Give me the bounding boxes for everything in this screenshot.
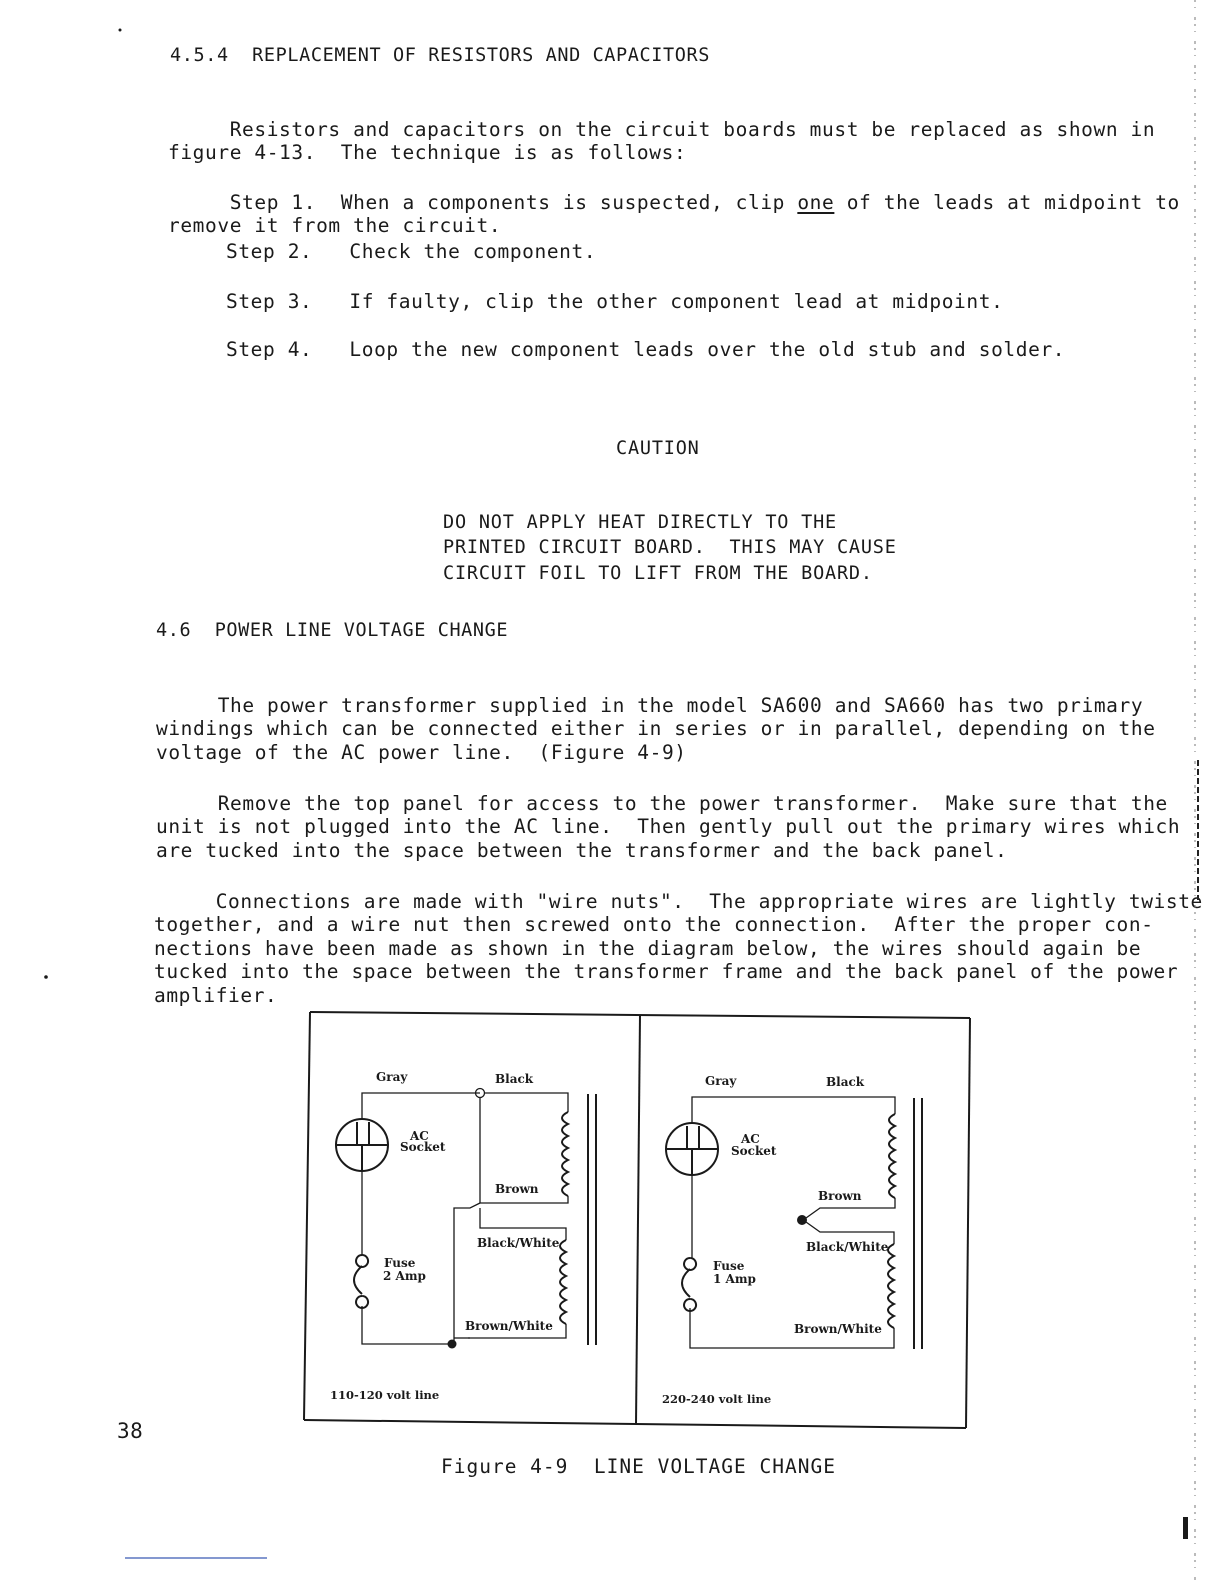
left-label-black: Black	[495, 1072, 534, 1086]
p1-line-1: The power transformer supplied in the model SA600 and SA660 has two primary	[156, 693, 1144, 717]
p1-line-3: voltage of the AC power line. (Figure 4-9)	[156, 740, 687, 764]
section-heading-4-6: 4.6 POWER LINE VOLTAGE CHANGE	[156, 620, 509, 641]
p3-line-1: Connections are made with "wire nuts". The appropriate wires are lightly twiste	[154, 889, 1203, 913]
figure-caption: Figure 4-9 LINE VOLTAGE CHANGE	[441, 1455, 836, 1478]
intro-line-1: Resistors and capacitors on the circuit boards must be replaced as shown in	[168, 117, 1156, 141]
step-4: Step 4. Loop the new component leads over the old stub and solder.	[226, 338, 1066, 361]
left-winding-2-icon	[560, 1240, 566, 1324]
step-3: Step 3. If faulty, clip the other component lead at midpoint.	[226, 290, 1004, 313]
right-label-black: Black	[826, 1075, 865, 1089]
p2-line-1: Remove the top panel for access to the power transformer. Make sure that the	[156, 791, 1168, 815]
section-heading-4-5-4: 4.5.4 REPLACEMENT OF RESISTORS AND CAPACITORS	[170, 45, 710, 66]
left-label-black-white: Black/White	[477, 1236, 560, 1250]
left-label-fuse: Fuse	[384, 1256, 416, 1270]
p2-line-2: unit is not plugged into the AC line. Then gently pull out the primary wires which	[156, 815, 1181, 838]
caution-line-2: PRINTED CIRCUIT BOARD. THIS MAY CAUSE	[443, 537, 897, 558]
left-label-brown: Brown	[495, 1182, 539, 1196]
caution-title: CAUTION	[616, 438, 700, 459]
right-schematic	[666, 1097, 922, 1349]
right-label-fuse: Fuse	[713, 1259, 745, 1273]
caution-line-1: DO NOT APPLY HEAT DIRECTLY TO THE	[443, 511, 837, 533]
right-label-ac: AC	[741, 1132, 760, 1146]
page-number: 38	[117, 1419, 144, 1443]
caution-line-3: CIRCUIT FOIL TO LIFT FROM THE BOARD.	[443, 562, 873, 584]
left-schematic	[336, 1089, 596, 1349]
scan-artifacts	[44, 29, 1188, 1559]
right-label-brown-white: Brown/White	[794, 1322, 882, 1336]
left-label-gray: Gray	[376, 1070, 408, 1084]
left-label-brown-white: Brown/White	[465, 1319, 553, 1333]
step-1-text-b: of the leads at midpoint to	[834, 190, 1180, 214]
left-label-socket: Socket	[400, 1140, 446, 1154]
left-fuse-icon	[354, 1255, 368, 1308]
step-1-underlined-word: one	[797, 190, 835, 214]
left-winding-1-icon	[562, 1112, 568, 1196]
p1-line-2: windings which can be connected either in series or in parallel, depending on the	[156, 717, 1156, 740]
right-caption: 220-240 volt line	[662, 1392, 772, 1406]
intro-line-2: figure 4-13. The technique is as follows:	[168, 141, 687, 164]
p3-line-4: tucked into the space between the transformer frame and the back panel of the power	[154, 960, 1179, 983]
p2-line-3: are tucked into the space between the transformer and the back panel.	[156, 838, 1008, 862]
right-label-black-white: Black/White	[806, 1240, 889, 1254]
p3-line-5: amplifier.	[154, 983, 278, 1007]
p3-line-3: nections have been made as shown in the diagram below, the wires should again be	[154, 936, 1142, 960]
step-2: Step 2. Check the component.	[226, 240, 597, 263]
right-label-fuse-rating: 1 Amp	[713, 1272, 756, 1286]
left-caption: 110-120 volt line	[330, 1388, 440, 1402]
step-1-line-2: remove it from the circuit.	[168, 214, 502, 237]
left-label-fuse-rating: 2 Amp	[383, 1269, 426, 1283]
right-winding-1-icon	[889, 1114, 895, 1198]
left-label-ac: AC	[410, 1129, 429, 1143]
right-label-socket: Socket	[731, 1144, 777, 1158]
right-fuse-icon	[682, 1258, 696, 1311]
right-label-gray: Gray	[705, 1074, 737, 1088]
step-1-text-a: Step 1. When a components is suspected, clip	[168, 190, 798, 214]
right-label-brown: Brown	[818, 1189, 862, 1203]
scan-edge-noise	[1188, 0, 1202, 1584]
right-winding-2-icon	[888, 1244, 894, 1328]
p3-line-2: together, and a wire nut then screwed onto the connection. After the proper con-	[154, 913, 1154, 936]
